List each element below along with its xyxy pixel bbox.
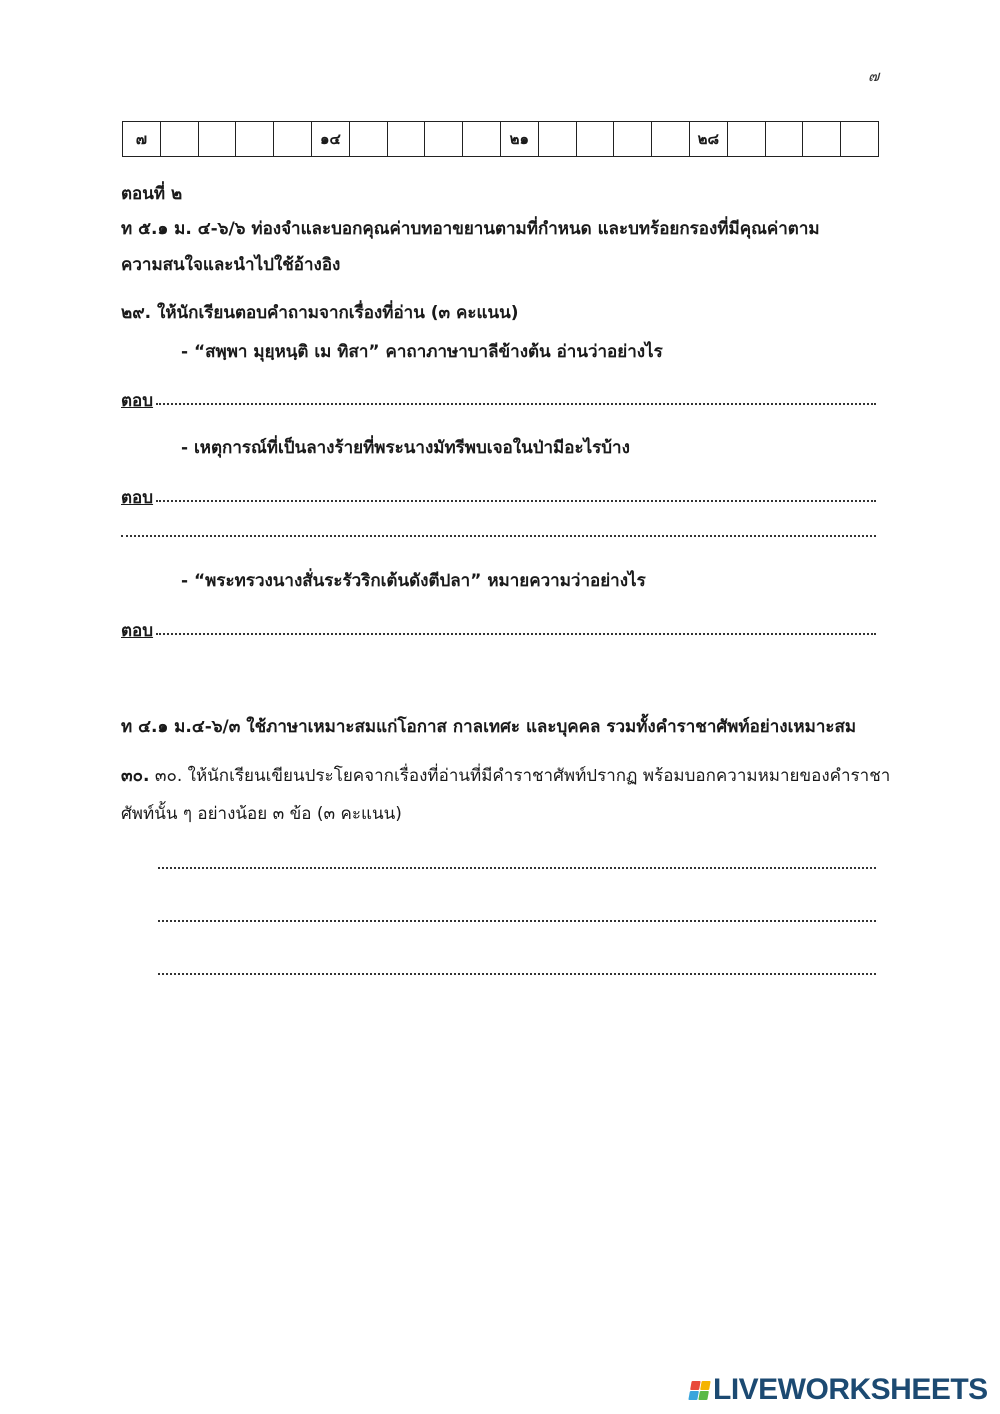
logo-cube-icon [688,1381,710,1400]
answer-label-2: ตอบ [121,488,154,508]
liveworksheets-logo [690,1372,988,1408]
score-cell[interactable] [614,122,652,157]
score-cell[interactable] [727,122,765,157]
score-cell[interactable] [236,122,274,157]
answer-line-2a[interactable] [156,500,876,502]
page-number: ๗ [868,67,880,85]
standard-1-line-2: ความสนใจและนำไปใช้อ้างอิง [121,255,341,275]
answer-line-30-1[interactable] [158,867,876,869]
score-cell[interactable] [425,122,463,157]
score-cell[interactable] [349,122,387,157]
score-cell[interactable]: ๗ [123,122,161,157]
answer-line-30-2[interactable] [158,920,876,922]
score-cell[interactable]: ๒๘ [689,122,727,157]
question-30-line-2: ศัพท์นั้น ๆ อย่างน้อย ๓ ข้อ (๓ คะแนน) [121,804,402,824]
score-cell[interactable] [841,122,879,157]
score-cell[interactable]: ๑๔ [311,122,349,157]
score-cell[interactable] [463,122,501,157]
score-cell[interactable]: ๒๑ [500,122,538,157]
score-cell[interactable] [765,122,803,157]
score-cell[interactable] [274,122,312,157]
score-cell[interactable] [198,122,236,157]
answer-line-30-3[interactable] [158,973,876,975]
score-cell[interactable] [160,122,198,157]
answer-line-1[interactable] [156,403,876,405]
answer-label-3: ตอบ [121,621,154,641]
score-cell[interactable] [538,122,576,157]
standard-2-line: ท ๔.๑ ม.๔-๖/๓ ใช้ภาษาเหมาะสมแก่โอกาส กาลเทศะ และบุคคล รวมทั้งคำราชาศัพท์อย่างเหมาะสม [121,717,857,737]
question-29-item-1: - “สพฺพา มุยฺหนฺติ เม ทิสา” คาถาภาษาบาลีข้างต้น อ่านว่าอย่างไร [181,342,663,362]
part-title: ตอนที่ ๒ [121,184,183,204]
score-table-row [123,122,879,157]
standard-1-line-1: ท ๕.๑ ม. ๔-๖/๖ ท่องจำและบอกคุณค่าบทอาขยานตามที่กำหนด และบทร้อยกรองที่มีคุณค่าตาม [121,219,820,239]
question-29-item-3: - “พระทรวงนางสั่นระรัวริกเต้นดังตีปลา” หมายความว่าอย่างไร [181,571,646,591]
score-cell[interactable] [576,122,614,157]
question-29-prompt: ๒๙. ให้นักเรียนตอบคำถามจากเรื่องที่อ่าน (๓ คะแนน) [121,303,519,323]
score-table [122,121,879,157]
question-30-number: ๓๐. [121,766,150,786]
score-cell[interactable] [803,122,841,157]
score-cell[interactable] [387,122,425,157]
answer-line-3[interactable] [156,633,876,635]
question-29-item-2: - เหตุการณ์ที่เป็นลางร้ายที่พระนางมัทรีพบเจอในป่ามีอะไรบ้าง [181,438,630,458]
answer-line-2b[interactable] [121,535,876,537]
question-30-line-1 [121,762,890,789]
answer-label-1: ตอบ [121,391,154,411]
question-30-text: ๓๐. ให้นักเรียนเขียนประโยคจากเรื่องที่อ่านที่มีคำราชาศัพท์ปรากฏ พร้อมบอกความหมายของคำราชา [154,766,891,786]
score-cell[interactable] [652,122,690,157]
logo-text: LIVEWORKSHEETS [713,1373,988,1406]
